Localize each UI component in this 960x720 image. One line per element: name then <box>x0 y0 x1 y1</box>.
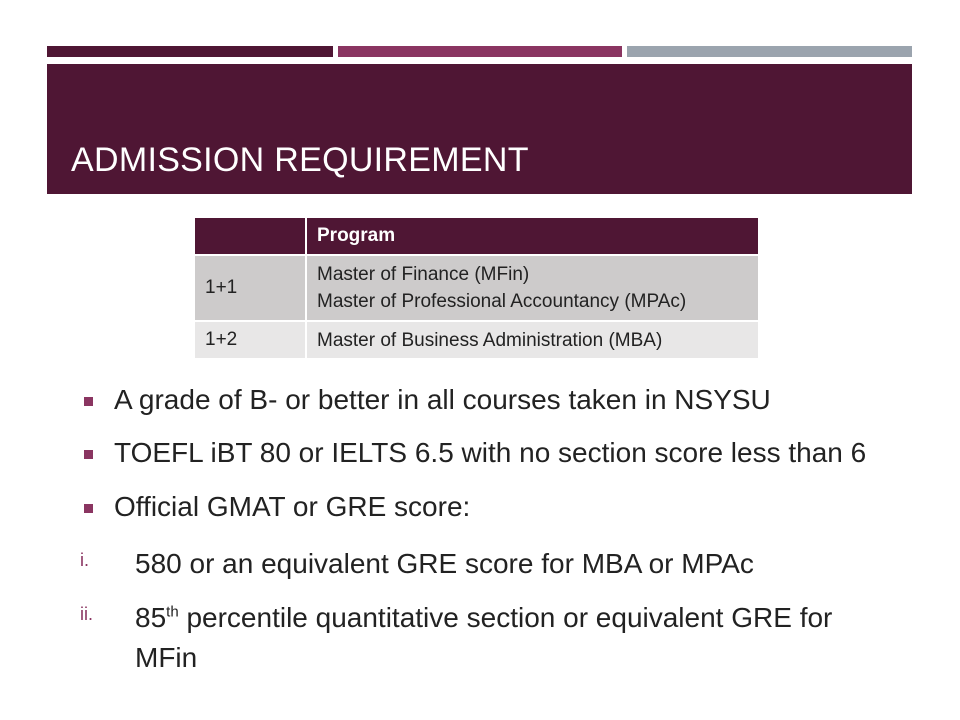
program-name: Master of Business Administration (MBA) <box>317 329 663 351</box>
program-name: Master of Professional Accountancy (MPAc) <box>317 291 687 312</box>
ordinal-suffix: th <box>166 603 179 621</box>
sub-item-text-rest: percentile quantitative section or equivalent GRE for MFin <box>135 602 833 673</box>
table-header-row <box>194 217 759 255</box>
table-header-program: Program <box>306 217 759 255</box>
accent-bar-dark <box>47 46 333 57</box>
table-cell-program <box>306 255 759 321</box>
table-cell-code: 1+2 <box>194 321 306 359</box>
table-row <box>194 321 759 359</box>
slide-title: ADMISSION REQUIREMENT <box>71 141 529 179</box>
roman-numeral-marker: ii. <box>80 604 93 624</box>
bullet-text: Official GMAT or GRE score: <box>114 491 471 522</box>
title-band <box>47 64 912 194</box>
bullet-text: A grade of B- or better in all courses taken in NSYSU <box>114 384 771 415</box>
sub-item-text <box>135 598 895 678</box>
square-bullet-icon <box>84 504 93 513</box>
accent-bar-magenta <box>338 46 622 57</box>
table-cell-program <box>306 321 759 359</box>
table-cell-code: 1+1 <box>194 255 306 321</box>
square-bullet-icon <box>84 397 93 406</box>
square-bullet-icon <box>84 450 93 459</box>
percentile-value: 85 <box>135 602 167 633</box>
roman-numeral-marker: i. <box>80 550 89 570</box>
table-header-code <box>194 217 306 255</box>
table-row <box>194 255 759 321</box>
sub-item-text: 580 or an equivalent GRE score for MBA or MPAc <box>135 548 754 579</box>
program-name: Master of Finance (MFin) <box>317 264 530 285</box>
program-table <box>193 216 760 360</box>
bullet-text: TOEFL iBT 80 or IELTS 6.5 with no section score less than 6 <box>114 437 867 468</box>
accent-bar-gray <box>627 46 912 57</box>
